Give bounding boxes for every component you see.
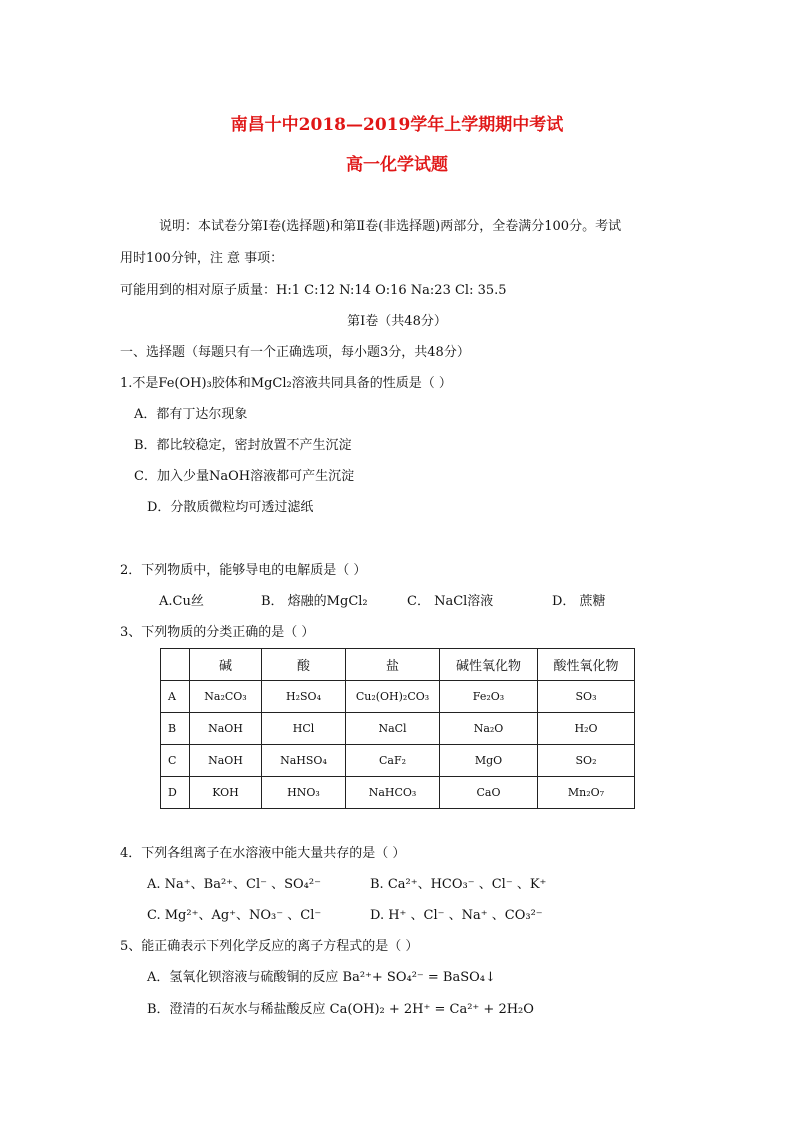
question-1-option-d: D．分散质微粒均可透过滤纸 [147,500,314,515]
exam-subtitle: 高一化学试题 [346,155,448,175]
table-header-cell: 酸性氧化物 [538,649,635,681]
table-cell: NaHCO₃ [346,777,440,809]
question-4-stem: 4．下列各组离子在水溶液中能大量共存的是（ ） [120,846,406,861]
table-cell: NaCl [346,713,440,745]
classification-table [160,648,635,809]
question-2-option-d: D． 蔗糖 [552,594,606,609]
question-4-option-c: C. Mg²⁺、Ag⁺、NO₃⁻ 、Cl⁻ [147,908,322,923]
question-1-option-b: B．都比较稳定，密封放置不产生沉淀 [134,438,352,453]
table-cell: NaOH [190,713,262,745]
question-1-option-c: C．加入少量NaOH溶液都可产生沉淀 [134,469,355,484]
table-cell: NaHSO₄ [262,745,346,777]
table-cell: Na₂O [440,713,538,745]
table-cell: D [161,777,190,809]
table-cell: H₂O [538,713,635,745]
question-1-stem: 1.不是Fe(OH)₃胶体和MgCl₂溶液共同具备的性质是（ ） [120,376,452,391]
section-heading: 第Ⅰ卷（共48分） [347,314,447,329]
table-cell: CaO [440,777,538,809]
table-cell: C [161,745,190,777]
table-cell: Cu₂(OH)₂CO₃ [346,681,440,713]
question-4-option-d: D. H⁺ 、Cl⁻ 、Na⁺ 、CO₃²⁻ [370,908,543,923]
table-row [161,777,635,809]
question-2-stem: 2．下列物质中，能够导电的电解质是（ ） [120,563,367,578]
section-instruction: 一、选择题（每题只有一个正确选项，每小题3分，共48分） [120,345,470,360]
table-row [161,713,635,745]
table-row [161,745,635,777]
table-header-cell: 碱性氧化物 [440,649,538,681]
question-3-stem: 3、下列物质的分类正确的是（ ） [120,625,315,640]
table-cell: HNO₃ [262,777,346,809]
table-cell: Mn₂O₇ [538,777,635,809]
table-cell: Fe₂O₃ [440,681,538,713]
question-5-stem: 5、能正确表示下列化学反应的离子方程式的是（ ） [120,939,419,954]
table-cell: MgO [440,745,538,777]
table-cell: A [161,681,190,713]
table-header-cell: 酸 [262,649,346,681]
table-cell: HCl [262,713,346,745]
instructions-line-2: 用时100分钟，注 意 事项： [120,251,284,266]
table-header-cell: 盐 [346,649,440,681]
question-5-option-a: A．氢氧化钡溶液与硫酸铜的反应 Ba²⁺+ SO₄²⁻ = BaSO₄↓ [147,970,496,985]
table-cell: NaOH [190,745,262,777]
atomic-masses: 可能用到的相对原子质量：H:1 C:12 N:14 O:16 Na:23 Cl: 35.5 [120,283,507,298]
table-cell: CaF₂ [346,745,440,777]
table-cell: B [161,713,190,745]
question-2-option-c: C． NaCl溶液 [407,594,494,609]
question-4-option-a: A. Na⁺、Ba²⁺、Cl⁻ 、SO₄²⁻ [147,877,321,892]
question-2-option-a: A.Cu丝 [159,594,204,609]
table-header-row [161,649,635,681]
table-cell: SO₃ [538,681,635,713]
question-4-option-b: B. Ca²⁺、HCO₃⁻ 、Cl⁻ 、K⁺ [370,877,547,892]
table-header-cell: 碱 [190,649,262,681]
table-row [161,681,635,713]
table-header-cell [161,649,190,681]
table-cell: SO₂ [538,745,635,777]
question-2-option-b: B． 熔融的MgCl₂ [261,594,368,609]
table-cell: H₂SO₄ [262,681,346,713]
question-5-option-b: B．澄清的石灰水与稀盐酸反应 Ca(OH)₂ + 2H⁺ = Ca²⁺ + 2H₂O [147,1002,534,1017]
table-cell: Na₂CO₃ [190,681,262,713]
question-1-option-a: A．都有丁达尔现象 [134,407,248,422]
table-cell: KOH [190,777,262,809]
instructions-line-1: 说明：本试卷分第Ⅰ卷(选择题)和第Ⅱ卷(非选择题)两部分，全卷满分100分。考试 [159,219,622,234]
exam-title: 南昌十中2018—2019学年上学期期中考试 [230,115,564,135]
